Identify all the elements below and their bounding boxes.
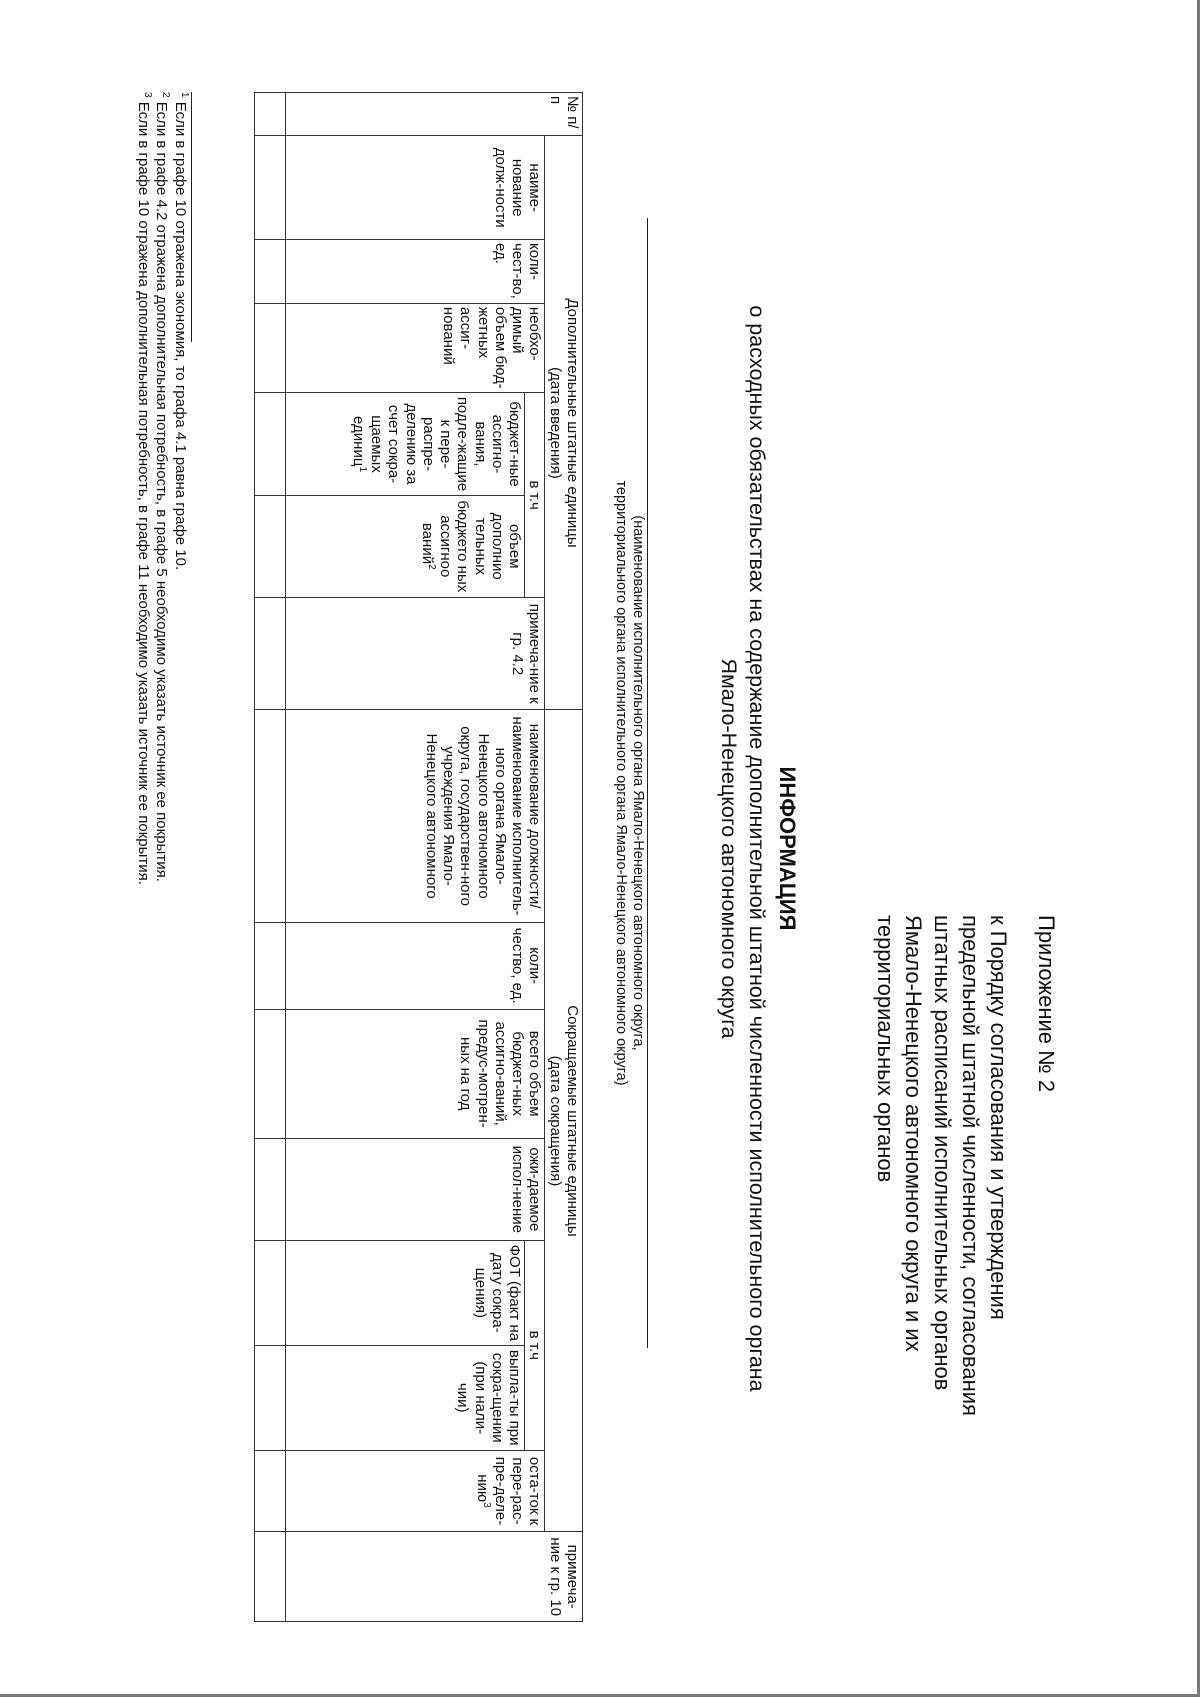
header-position-name: наиме-нование долж-ности bbox=[286, 136, 545, 240]
subtitle-line-2: Ямало-Ненецкого автономного округа bbox=[717, 658, 742, 1039]
table-row bbox=[255, 93, 286, 1622]
appendix-number: Приложение № 2 bbox=[1034, 915, 1059, 1093]
header-incl-reduced: в т.ч bbox=[525, 1240, 545, 1450]
organ-name-caption bbox=[611, 218, 646, 1348]
obligations-table bbox=[254, 92, 583, 1622]
header-remainder: оста-ток к пере-рас-пре-деле-нию$^3$ bbox=[286, 1450, 545, 1532]
header-note-col10: примеча-ние к гр. 10 bbox=[286, 1532, 583, 1622]
header-reduced-group: Сокращаемые штатные единицы (дата сокращения) bbox=[545, 710, 583, 1532]
header-reduced-position-name: наименование должности/ наименование исполнитель-ного органа Ямало-Ненецкого автономного округа, государствен-ного учреждения Ямало-Ненецкого автономного bbox=[286, 710, 545, 922]
header-fot: ФОТ (факт на дату сокра-щения) bbox=[286, 1240, 525, 1345]
caption-line-1: (наименование исполнительного органа Ямало-Ненецкого автономного округа, bbox=[630, 515, 646, 1051]
header-col-no: № п/п bbox=[286, 93, 583, 136]
header-quantity: коли-чест-во, ед. bbox=[286, 240, 545, 304]
footnote-3: $^3$ Если в графе 10 отражена дополнительная потребность, в графе 11 необходимо указать источник ее покрытия. bbox=[134, 92, 153, 885]
appendix-text: к Порядку согласования и утверждения предельной штатной численности, согласования штатных расписаний исполнительных органов Ямало-Ненецкого автономного округа и их территориальных органов bbox=[873, 915, 1011, 1416]
header-total-volume: всего объем бюджет-ных ассигно-ваний, предус-мотрен-ных на год bbox=[286, 1009, 545, 1138]
appendix-block bbox=[871, 915, 1060, 1675]
document-subtitle bbox=[714, 110, 770, 1587]
organ-name-line bbox=[647, 218, 648, 1348]
header-extra-volume: объем дополнио тельных бюджето ных ассигноо ваний$^2$ bbox=[286, 495, 525, 597]
caption-line-2: территориального органа исполнительного органа Ямало-Ненецкого автономного округа) bbox=[612, 480, 629, 1086]
footnote-1: $^1$ Если в графе 10 отражена экономия, то графа 4.1 равна графе 10. bbox=[172, 92, 190, 571]
header-note-col4-2: примеча-ние к гр. 4.2 bbox=[286, 597, 545, 710]
footnote-rule bbox=[191, 92, 192, 342]
header-additional-group: Дополнительные штатные единицы (дата введения) bbox=[545, 136, 583, 710]
header-incl-additional: в т.ч bbox=[525, 393, 545, 598]
footnote-2: $^2$ Если в графе 4.2 отражена дополнительная потребность, в графе 5 необходимо указать источник ее покрытия. bbox=[153, 92, 172, 882]
footnotes bbox=[134, 92, 190, 1392]
header-required-volume: необхо-димый объем бюд-жетных ассиг-нований bbox=[286, 303, 545, 392]
header-payments: выпла-ты при сокра-щении (при нали-чии) bbox=[286, 1345, 525, 1450]
header-expected-execution: ожи-даемое испол-нение bbox=[286, 1138, 545, 1240]
document-title: ИНФОРМАЦИЯ bbox=[775, 766, 800, 931]
header-reduced-quantity: коли-чество, ед. bbox=[286, 922, 545, 1009]
subtitle-line-1: о расходных обязательствах на содержание дополнительной штатной численности исполнительного органа bbox=[745, 305, 769, 1392]
header-budget-redistribution: бюджет-ные ассигно-вания, подле-жащие к пере-распре-делению за счет сокра-щаемых единиц$^1$ bbox=[286, 393, 525, 495]
